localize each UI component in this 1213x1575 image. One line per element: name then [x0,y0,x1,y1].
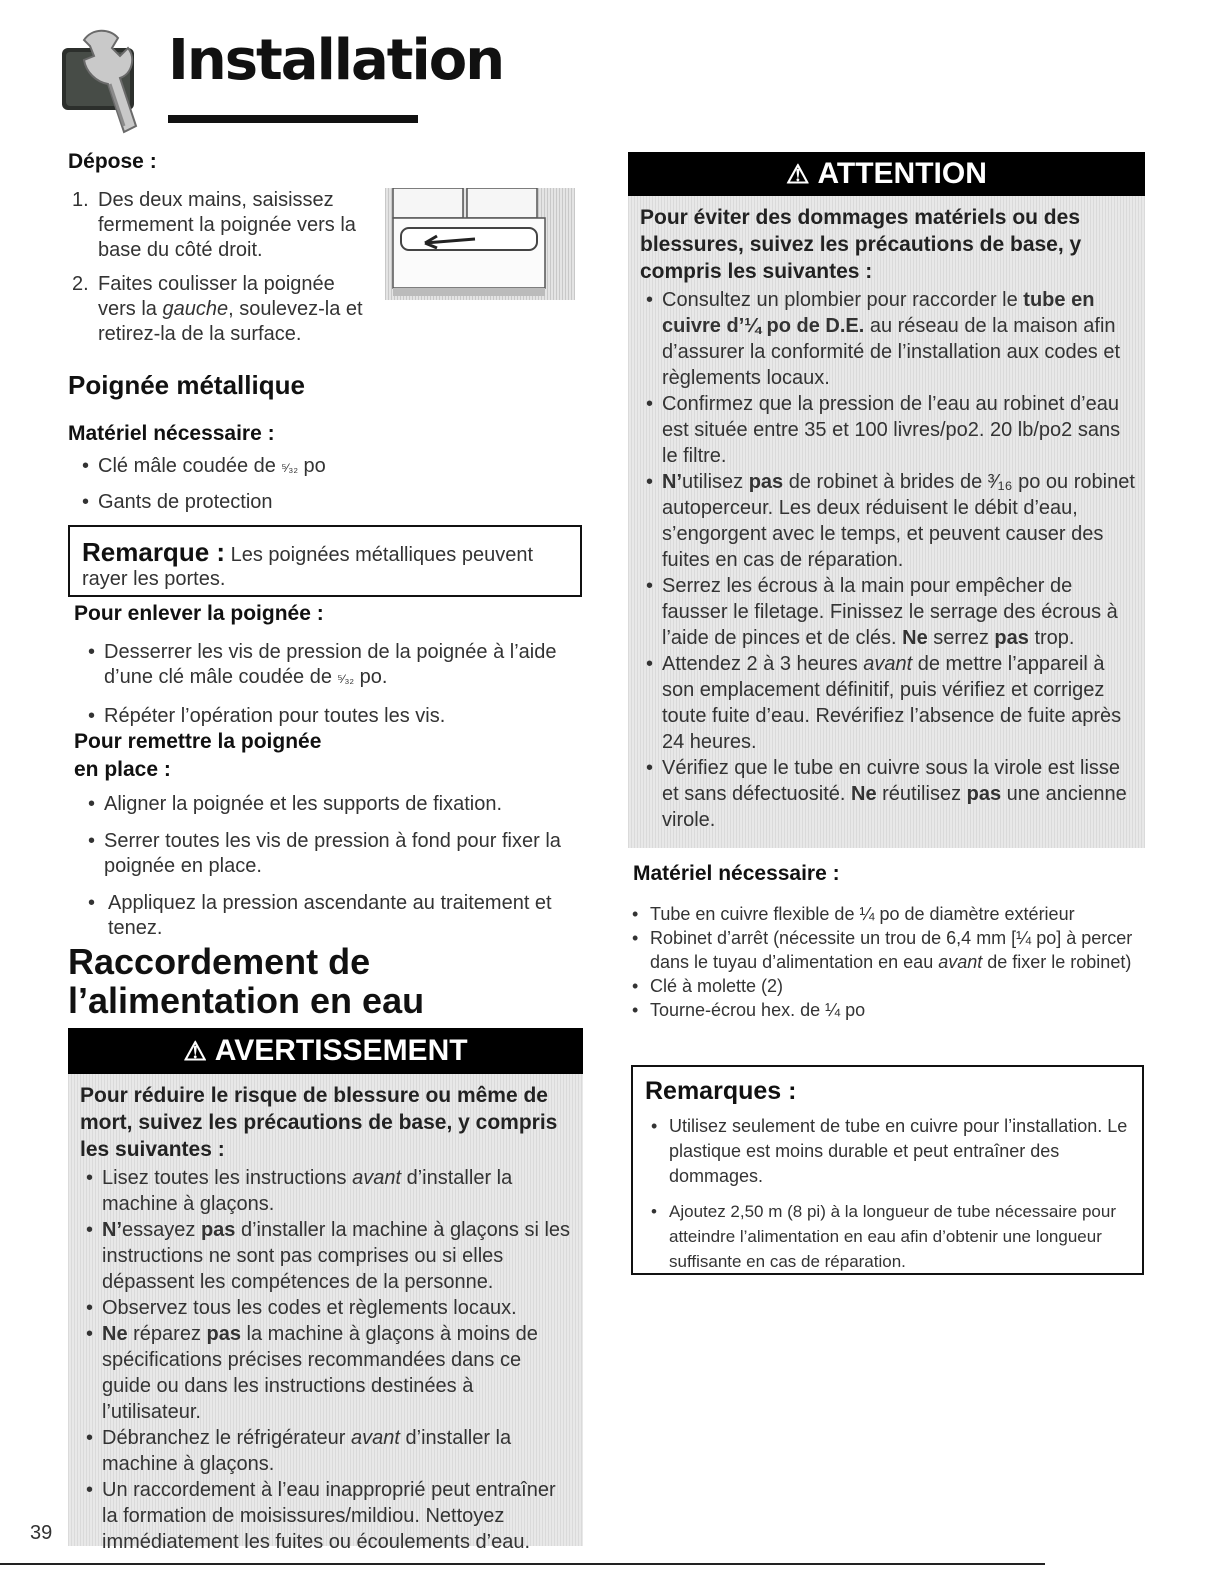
page-title: Installation [168,28,504,93]
page-number: 39 [30,1522,53,1544]
warning-item: • Débranchez le réfrigérateur avant d’installer la machine à glaçons. [80,1425,573,1477]
list-item: • Aligner la poignée et les supports de fixation. [74,792,584,817]
replace-steps [74,792,584,941]
warning-body [68,1074,583,1553]
list-item: • Serrer toutes les vis de pression à fond pour fixer la poignée en place. [74,829,584,879]
attention-item: • Confirmez que la pression de l’eau au robinet d’eau est située entre 35 et 100 livres/po2. 20 lb/po2 sans le filtre. [640,391,1135,469]
attention-body [628,196,1145,848]
warning-item: • Ne réparez pas la machine à glaçons à moins de spécifications précises recommandées dans ce guide ou dans les instructions destinées à l’utilisateur. [80,1321,573,1425]
notes-box [631,1065,1144,1275]
attention-item: • Consultez un plombier pour raccorder le tube en cuivre d’¼ po de D.E. au réseau de la maison afin d’assurer la conformité de l’installation aux codes et règlements locaux. [640,287,1135,391]
attention-list [640,287,1135,833]
note-text: Les poignées métalliques peuvent rayer les portes. [82,544,534,590]
warning-list [80,1165,573,1555]
replace-handle-heading-line1: Pour remettre la poignée [74,730,322,753]
water-section-title-line2: l’alimentation en eau [68,980,425,1021]
list-item: • Gants de protection [68,490,568,515]
warning-box [68,1028,583,1553]
list-item: • Tube en cuivre flexible de ¼ po de diamètre extérieur [626,902,1146,926]
remove-steps [74,640,584,729]
list-item: • Desserrer les vis de pression de la poignée à l’aide d’une clé mâle coudée de ⁵⁄₃₂ po. [74,640,584,692]
tools-list [68,454,568,515]
wrench-icon [62,26,148,134]
notes-list [645,1114,1130,1274]
warning-item: • Lisez toutes les instructions avant d’installer la machine à glaçons. [80,1165,573,1217]
list-item: • Ajoutez 2,50 m (8 pi) à la longueur de tube nécessaire pour atteindre l’alimentation en eau afin d’obtenir une longueur suffisante en cas de réparation. [645,1199,1130,1274]
water-tools-heading: Matériel nécessaire : [633,862,840,885]
list-item: • Clé à molette (2) [626,974,1146,998]
footer-rule [0,1563,1045,1565]
attention-item: • Attendez 2 à 3 heures avant de mettre l’appareil à son emplacement définitif, puis vérifiez et corrigez toute fuite d’eau. Revérifiez l’absence de fuite après 24 heures. [640,651,1135,755]
depose-heading: Dépose : [68,150,157,173]
water-section-title-line1: Raccordement de [68,941,371,982]
depose-step: 2. Faites coulisser la poignée vers la gauche, soulevez-la et retirez-la de la surface. [72,273,363,345]
warning-item: • Observez tous les codes et règlements locaux. [80,1295,573,1321]
warning-header: ⚠ AVERTISSEMENT [68,1028,583,1074]
remove-handle-heading: Pour enlever la poignée : [74,602,324,625]
warning-triangle-icon: ⚠ [786,159,810,189]
attention-box [628,152,1145,848]
metal-handle-title: Poignée métallique [68,370,305,400]
note-label: Remarque : [82,537,226,567]
notes-title: Remarques : [645,1077,797,1105]
warning-lead: Pour réduire le risque de blessure ou même de mort, suivez les précautions de base, y compris les suivantes : [80,1084,558,1161]
attention-lead: Pour éviter des dommages matériels ou des blessures, suivez les précautions de base, y compris les suivantes : [640,206,1082,283]
list-item: • Appliquez la pression ascendante au traitement et tenez. [74,891,584,941]
depose-step: 1. Des deux mains, saisissez fermement la poignée vers la base du côté droit. [72,189,356,261]
attention-item: • Vérifiez que le tube en cuivre sous la virole est lisse et sans défectuosité. Ne réutilisez pas une ancienne virole. [640,755,1135,833]
replace-handle-heading-line2: en place : [74,758,171,781]
refrigerator-drawer-illustration [385,188,575,300]
list-item: • Clé mâle coudée de ⁵⁄₃₂ po [68,454,568,481]
water-tools-list [626,902,1146,1022]
tools-heading: Matériel nécessaire : [68,422,275,445]
note-box [68,525,582,597]
warning-item: • N’essayez pas d’installer la machine à glaçons si les instructions ne sont pas comprises ou si elles dépassent les compétences de la personne. [80,1217,573,1295]
list-item: • Répéter l’opération pour toutes les vis. [74,704,584,729]
list-item: • Utilisez seulement de tube en cuivre pour l’installation. Le plastique est moins durable et peut entraîner des dommages. [645,1114,1130,1189]
title-underline [168,115,418,123]
depose-steps [68,188,368,356]
warning-item: • Un raccordement à l’eau inapproprié peut entraîner la formation de moisissures/mildiou. Nettoyez immédiatement les fuites ou écoulements d’eau. [80,1477,573,1555]
list-item: • Tourne-écrou hex. de ¼ po [626,998,1146,1022]
warning-triangle-icon: ⚠ [183,1036,207,1066]
list-item: • Robinet d’arrêt (nécessite un trou de 6,4 mm [¼ po] à percer dans le tuyau d’alimentation en eau avant de fixer le robinet) [626,926,1146,974]
attention-item: • N’utilisez pas de robinet à brides de ³⁄₁₆ po ou robinet autoperceur. Les deux réduisent le débit d’eau, s’engorgent avec le temps, et peuvent causer des fuites en cas de réparation. [640,469,1135,573]
attention-item: • Serrez les écrous à la main pour empêcher de fausser le filetage. Finissez le serrage des écrous à l’aide de pinces et de clés. Ne serrez pas trop. [640,573,1135,651]
attention-header: ⚠ ATTENTION [628,152,1145,196]
